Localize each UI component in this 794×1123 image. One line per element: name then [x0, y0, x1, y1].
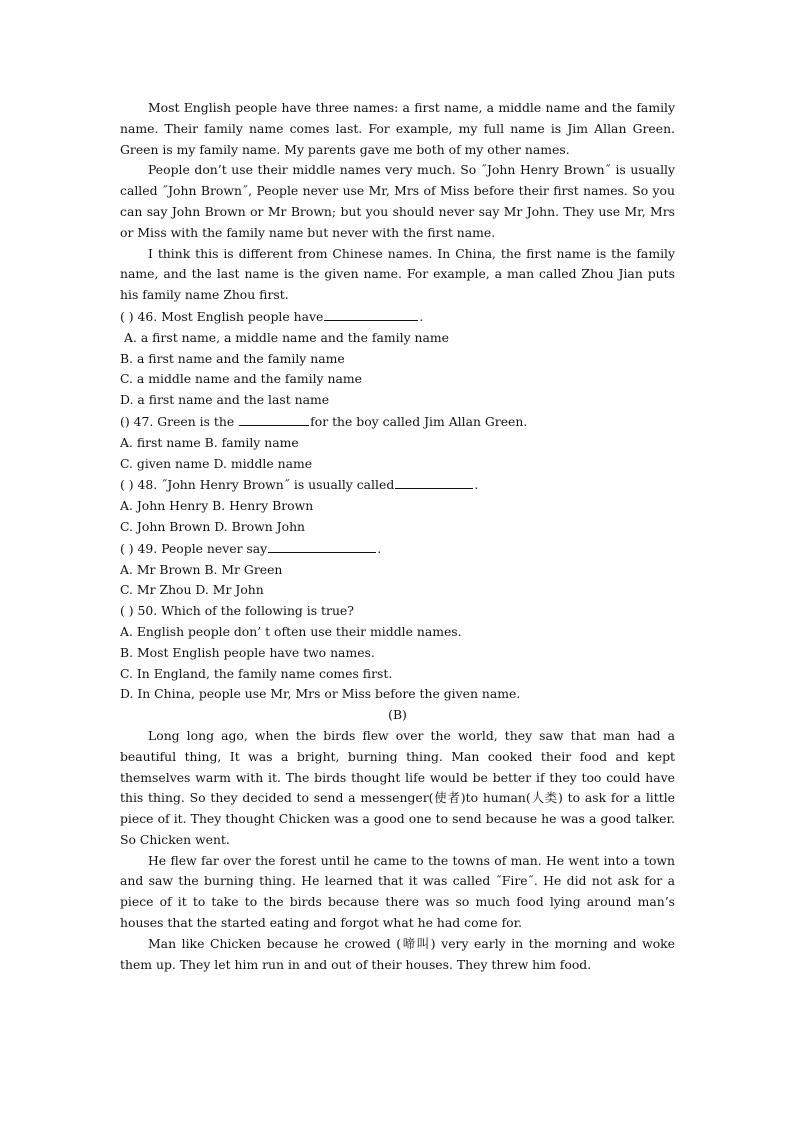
question-stem: [120, 601, 675, 622]
section-b-label: (B): [388, 707, 407, 723]
answer-blank[interactable]: [268, 538, 376, 553]
passage-b-paragraph-2: He flew far over the forest until he came to the towns of man. He went into a town and saw the burning thing. He learned that it was called ˝Fire˝. He did not ask for a piece of it to take to the birds because there was so much food lying around man’s houses that the started eating and forgot what he had come for.: [120, 852, 675, 931]
question-prefix: ( ) 49. People never say: [120, 540, 268, 556]
question-47: [120, 411, 675, 474]
question-suffix: .: [377, 540, 382, 556]
option: A. John Henry B. Henry Brown: [120, 498, 314, 514]
question-prefix: ( ) 48. ˝John Henry Brown˝ is usually called: [120, 477, 395, 493]
question-46: [120, 306, 675, 411]
question-48: [120, 474, 675, 537]
question-stem: [120, 538, 675, 560]
option: C. given name D. middle name: [120, 455, 313, 471]
option: A. English people don’ t often use their middle names.: [120, 623, 462, 639]
option: B. Most English people have two names.: [120, 644, 375, 660]
worksheet-page: [120, 98, 675, 975]
option: C. In England, the family name comes first.: [120, 665, 393, 681]
passage-b-paragraph-1: Long long ago, when the birds flew over the world, they saw that man had a beautiful thing, It was a bright, burning thing. Man cooked their food and kept themselves warm with it. The birds thought life would be better if they too could have this thing. So they decided to send a messenger(使者)to human(人类) to ask for a little piece of it. They thought Chicken was a good one to send because he was a good talker. So Chicken went.: [120, 727, 675, 847]
option: C. a middle name and the family name: [120, 371, 362, 387]
question-stem: [120, 411, 675, 433]
option: C. Mr Zhou D. Mr John: [120, 582, 264, 598]
question-stem: [120, 306, 675, 328]
answer-blank[interactable]: [395, 474, 473, 489]
question-suffix: for the boy called Jim Allan Green.: [310, 413, 528, 429]
question-prefix: ( ) 50. Which of the following is true?: [120, 603, 354, 619]
option: A. first name B. family name: [120, 434, 299, 450]
passage-b-paragraph-3: Man like Chicken because he crowed (啼叫) very early in the morning and woke them up. They let him run in and out of their houses. They threw him food.: [120, 935, 675, 972]
question-prefix: ( ) 46. Most English people have: [120, 308, 324, 324]
passage-a: [120, 98, 675, 306]
answer-blank[interactable]: [239, 411, 309, 426]
question-prefix: () 47. Green is the: [120, 413, 239, 429]
passage-b: [120, 726, 675, 976]
question-suffix: .: [419, 308, 424, 324]
question-stem: [120, 474, 675, 496]
question-50: [120, 601, 675, 705]
answer-blank[interactable]: [324, 306, 418, 321]
option: D. In China, people use Mr, Mrs or Miss before the given name.: [120, 686, 521, 702]
option: A. a first name, a middle name and the family name: [124, 329, 449, 345]
option: D. a first name and the last name: [120, 392, 330, 408]
option: C. John Brown D. Brown John: [120, 518, 306, 534]
question-suffix: .: [474, 477, 479, 493]
option: B. a first name and the family name: [120, 350, 345, 366]
passage-a-paragraph-1: Most English people have three names: a first name, a middle name and the family name. Their family name comes last. For example, my full name is Jim Allan Green. Green is my family name. My parents gave me both of my other names.: [120, 100, 675, 157]
passage-a-paragraph-2: People don’t use their middle names very much. So ˝John Henry Brown˝ is usually called ˝John Brown˝, People never use Mr, Mrs of Miss before their first names. So you can say John Brown or Mr Brown; but you should never say Mr John. They use Mr, Mrs or Miss with the family name but never with the first name.: [120, 162, 675, 240]
question-49: [120, 538, 675, 601]
option: A. Mr Brown B. Mr Green: [120, 561, 283, 577]
passage-a-paragraph-3: I think this is different from Chinese names. In China, the first name is the family name, and the last name is the given name. For example, a man called Zhou Jian puts his family name Zhou first.: [120, 245, 675, 303]
